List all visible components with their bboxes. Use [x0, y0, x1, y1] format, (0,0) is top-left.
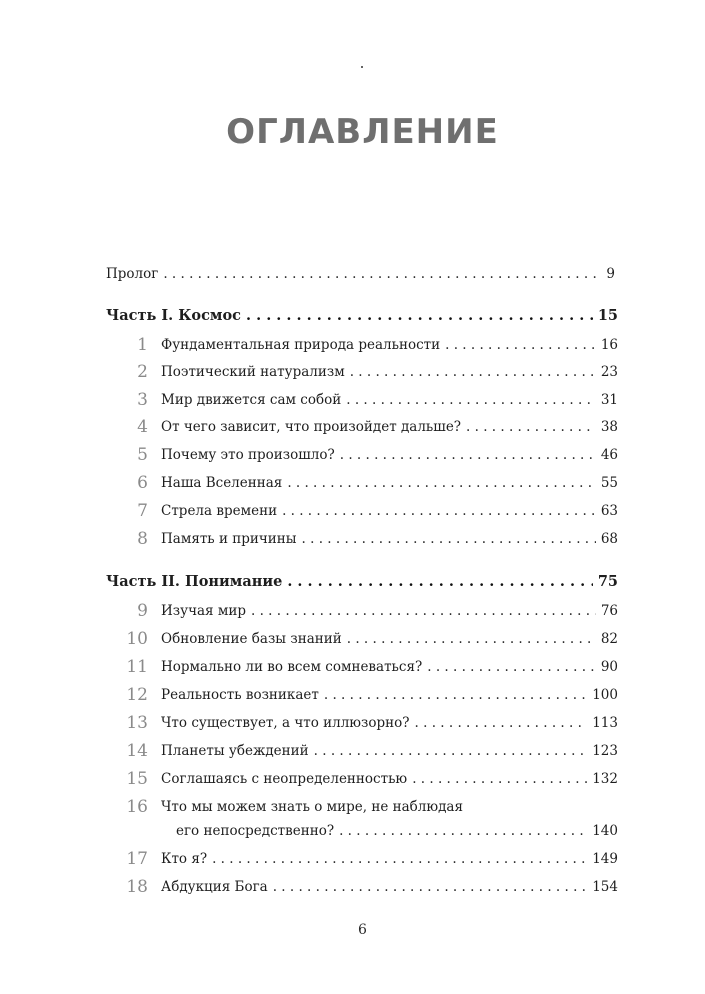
dot-leader	[427, 655, 596, 679]
toc-chapter[interactable]	[0, 847, 705, 871]
dot-leader	[339, 819, 587, 843]
chapter-title-line-1: Что мы можем знать о мире, не наблюдая	[161, 799, 463, 815]
chapter-page: 38	[600, 419, 618, 435]
dot-leader	[282, 499, 596, 523]
dot-leader	[415, 711, 588, 735]
chapter-title: Изучая мир	[161, 603, 247, 619]
chapter-number: 18	[126, 877, 148, 897]
toc-chapter[interactable]	[0, 471, 705, 495]
dot-leader	[324, 683, 587, 707]
chapter-title: Что существует, а что иллюзорно?	[161, 715, 410, 731]
part-title: Часть II. Понимание	[106, 573, 283, 590]
chapter-number: 9	[137, 601, 148, 621]
chapter-number: 6	[137, 473, 148, 493]
toc-entry-prolog[interactable]	[0, 262, 705, 286]
chapter-page: 16	[600, 337, 618, 353]
chapter-page: 55	[600, 475, 618, 491]
chapter-number: 2	[137, 362, 148, 382]
dot-leader	[273, 875, 588, 899]
toc-chapter[interactable]	[0, 333, 705, 357]
chapter-number: 10	[126, 629, 148, 649]
part-page: 75	[597, 573, 618, 590]
chapter-page: 123	[592, 743, 618, 759]
chapter-title: Фундаментальная природа реальности	[161, 337, 441, 353]
chapter-page: 149	[592, 851, 618, 867]
chapter-page: 68	[600, 531, 618, 547]
chapter-number: 3	[137, 390, 148, 410]
toc-chapter[interactable]	[0, 683, 705, 707]
chapter-page: 100	[592, 687, 618, 703]
dot-leader	[287, 471, 596, 495]
chapter-page: 23	[600, 364, 618, 380]
chapter-page: 31	[600, 392, 618, 408]
toc-chapter[interactable]	[0, 875, 705, 899]
chapter-number: 11	[126, 657, 148, 677]
toc-chapter[interactable]	[0, 415, 705, 439]
dot-leader	[412, 767, 587, 791]
chapter-title: Нормально ли во всем сомневаться?	[161, 659, 423, 675]
page-number: 6	[358, 922, 367, 938]
dot-leader	[212, 847, 587, 871]
dot-leader	[350, 360, 596, 384]
chapter-title: Обновление базы знаний	[161, 631, 342, 647]
toc-chapter[interactable]	[0, 527, 705, 551]
chapter-title: Почему это произошло?	[161, 447, 335, 463]
chapter-number: 12	[126, 685, 148, 705]
chapter-page: 140	[592, 823, 618, 839]
chapter-number: 17	[126, 849, 148, 869]
part-page: 15	[597, 307, 618, 324]
chapter-title: Память и причины	[161, 531, 297, 547]
dot-leader	[347, 627, 596, 651]
toc-chapter[interactable]	[0, 443, 705, 467]
chapter-page: 90	[600, 659, 618, 675]
chapter-number: 4	[137, 417, 148, 437]
chapter-page: 63	[600, 503, 618, 519]
chapter-title: Абдукция Бога	[161, 879, 268, 895]
chapter-number: 16	[126, 797, 148, 817]
dot-leader	[340, 443, 596, 467]
chapter-title: Соглашаясь с неопределенностью	[161, 771, 408, 787]
toc-part-2[interactable]	[0, 570, 705, 594]
chapter-number: 5	[137, 445, 148, 465]
toc-chapter[interactable]	[0, 739, 705, 763]
toc-chapter[interactable]	[0, 627, 705, 651]
chapter-title: Реальность возникает	[161, 687, 319, 703]
toc-chapter[interactable]	[0, 388, 705, 412]
entry-page: 9	[606, 266, 615, 282]
chapter-number: 8	[137, 529, 148, 549]
chapter-number: 13	[126, 713, 148, 733]
chapter-title: От чего зависит, что произойдет дальше?	[161, 419, 462, 435]
chapter-page: 82	[600, 631, 618, 647]
chapter-page: 113	[592, 715, 618, 731]
toc-chapter[interactable]	[0, 711, 705, 735]
chapter-page: 154	[592, 879, 618, 895]
chapter-number: 15	[126, 769, 148, 789]
chapter-page: 46	[600, 447, 618, 463]
chapter-title: Стрела времени	[161, 503, 278, 519]
dot-leader	[445, 333, 596, 357]
toc-chapter[interactable]	[0, 655, 705, 679]
chapter-title: Наша Вселенная	[161, 475, 283, 491]
chapter-number: 7	[137, 501, 148, 521]
dot-leader	[466, 415, 596, 439]
toc-chapter[interactable]	[0, 599, 705, 623]
dot-leader	[163, 262, 601, 286]
chapter-page: 76	[600, 603, 618, 619]
chapter-title: Кто я?	[161, 851, 208, 867]
chapter-title: Планеты убеждений	[161, 743, 309, 759]
entry-title: Пролог	[106, 266, 159, 282]
chapter-title-line-2: его непосредственно?	[176, 823, 335, 839]
part-title: Часть I. Космос	[106, 307, 242, 324]
dot-leader	[302, 527, 596, 551]
toc-chapter[interactable]	[0, 795, 705, 843]
toc-part-1[interactable]	[0, 304, 705, 328]
dot-leader	[314, 739, 588, 763]
toc-chapter[interactable]	[0, 767, 705, 791]
chapter-number: 1	[137, 335, 148, 355]
chapter-number: 14	[126, 741, 148, 761]
dot-leader	[246, 304, 593, 328]
chapter-title: Мир движется сам собой	[161, 392, 342, 408]
dot-leader	[251, 599, 596, 623]
chapter-page: 132	[592, 771, 618, 787]
dot-leader	[287, 570, 592, 594]
toc-chapter[interactable]	[0, 360, 705, 384]
page-title: ОГЛАВЛЕНИЕ	[226, 112, 499, 152]
dot-leader	[346, 388, 596, 412]
chapter-title: Поэтический натурализм	[161, 364, 345, 380]
print-mark	[361, 66, 363, 68]
toc-chapter[interactable]	[0, 499, 705, 523]
